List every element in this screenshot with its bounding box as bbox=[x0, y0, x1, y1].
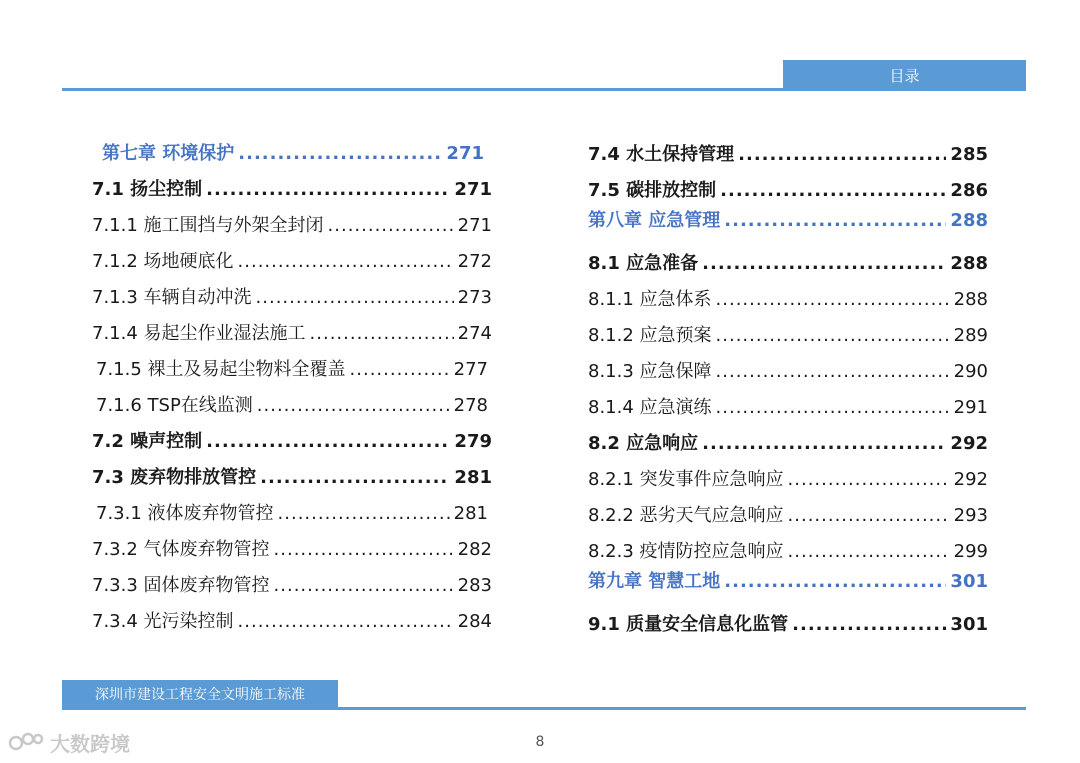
toc-leader bbox=[206, 430, 450, 454]
toc-entry[interactable]: 8.1.3 应急保障 ..... 290 bbox=[588, 360, 988, 384]
header-tab bbox=[783, 60, 1026, 90]
toc-leader bbox=[702, 252, 946, 276]
toc-entry[interactable]: 8.2 应急响应 ..... 292 bbox=[588, 432, 988, 456]
toc-entry[interactable]: 7.1.3 车辆自动冲洗 ..... 273 bbox=[92, 286, 492, 310]
toc-leader bbox=[278, 502, 450, 526]
toc-entry[interactable]: 8.1 应急准备 ..... 288 bbox=[588, 252, 988, 276]
toc-entry[interactable]: 7.3 废弃物排放管控 ..... 281 bbox=[92, 466, 492, 490]
toc-leader bbox=[792, 613, 946, 637]
toc-entry[interactable]: 7.3.3 固体废弃物管控 ..... 283 bbox=[92, 574, 492, 598]
toc-leader bbox=[257, 394, 450, 418]
toc-entry[interactable]: 7.1.5 裸土及易起尘物料全覆盖 ..... 277 bbox=[96, 358, 488, 382]
footer-tab bbox=[62, 680, 338, 708]
header-rule bbox=[62, 88, 1026, 91]
toc-entry[interactable]: 7.1.1 施工围挡与外架全封闭 ..... 271 bbox=[92, 214, 492, 238]
toc-leader bbox=[788, 504, 950, 528]
toc-entry[interactable]: 8.2.2 恶劣天气应急响应 ..... 293 bbox=[588, 504, 988, 528]
toc-leader bbox=[274, 574, 454, 598]
toc-leader bbox=[310, 322, 454, 346]
watermark-text: 大数跨境 bbox=[50, 732, 130, 756]
toc-entry[interactable]: 7.5 碳排放控制 ..... 286 bbox=[588, 179, 988, 203]
toc-leader bbox=[328, 214, 454, 238]
toc-entry[interactable]: 7.3.1 液体废弃物管控 ..... 281 bbox=[96, 502, 488, 526]
toc-entry[interactable]: 7.1.2 场地硬底化 ..... 272 bbox=[92, 250, 492, 274]
toc-entry[interactable]: 8.2.3 疫情防控应急响应 ..... 299 bbox=[588, 540, 988, 564]
toc-leader bbox=[738, 143, 946, 167]
toc-entry[interactable]: 9.1 质量安全信息化监管 ..... 301 bbox=[588, 613, 988, 637]
toc-leader bbox=[724, 570, 946, 594]
toc-entry[interactable]: 7.4 水土保持管理 ..... 285 bbox=[588, 143, 988, 167]
toc-leader bbox=[350, 358, 450, 382]
toc-leader bbox=[702, 432, 946, 456]
toc-leader bbox=[788, 540, 950, 564]
toc-entry[interactable]: 8.2.1 突发事件应急响应 ..... 292 bbox=[588, 468, 988, 492]
toc-entry[interactable]: 第七章 环境保护 ..... 271 bbox=[102, 142, 484, 166]
toc-leader bbox=[238, 610, 454, 634]
toc-entry[interactable]: 7.2 噪声控制 ..... 279 bbox=[92, 430, 492, 454]
toc-leader bbox=[238, 142, 442, 166]
toc-entry[interactable]: 7.3.4 光污染控制 ..... 284 bbox=[92, 610, 492, 634]
watermark bbox=[8, 728, 130, 757]
toc-leader bbox=[716, 360, 950, 384]
page-number: 8 bbox=[535, 734, 545, 750]
toc-leader bbox=[724, 209, 946, 233]
toc-leader bbox=[716, 396, 950, 420]
toc-leader bbox=[206, 178, 450, 202]
toc-entry[interactable]: 7.3.2 气体废弃物管控 ..... 282 bbox=[92, 538, 492, 562]
toc-leader bbox=[238, 250, 454, 274]
toc-leader bbox=[788, 468, 950, 492]
toc-entry[interactable]: 8.1.1 应急体系 ..... 288 bbox=[588, 288, 988, 312]
toc-leader bbox=[274, 538, 454, 562]
toc-entry[interactable]: 7.1.6 TSP在线监测 ..... 278 bbox=[96, 394, 488, 418]
footer-rule bbox=[62, 707, 1026, 710]
toc-leader bbox=[716, 324, 950, 348]
toc-entry[interactable]: 8.1.2 应急预案 ..... 289 bbox=[588, 324, 988, 348]
watermark-logo-icon bbox=[8, 731, 44, 755]
toc-entry[interactable]: 8.1.4 应急演练 ..... 291 bbox=[588, 396, 988, 420]
toc-entry[interactable]: 第九章 智慧工地 ..... 301 bbox=[588, 570, 988, 594]
toc-leader bbox=[256, 286, 454, 310]
toc-leader bbox=[260, 466, 450, 490]
toc-entry[interactable]: 第八章 应急管理 ..... 288 bbox=[588, 209, 988, 233]
footer-tab-label: 深圳市建设工程安全文明施工标准 bbox=[95, 687, 305, 703]
toc-entry[interactable]: 7.1 扬尘控制 ..... 271 bbox=[92, 178, 492, 202]
toc-entry[interactable]: 7.1.4 易起尘作业湿法施工 ..... 274 bbox=[92, 322, 492, 346]
toc-leader bbox=[720, 179, 946, 203]
toc-leader bbox=[716, 288, 950, 312]
header-tab-label: 目录 bbox=[889, 66, 920, 85]
